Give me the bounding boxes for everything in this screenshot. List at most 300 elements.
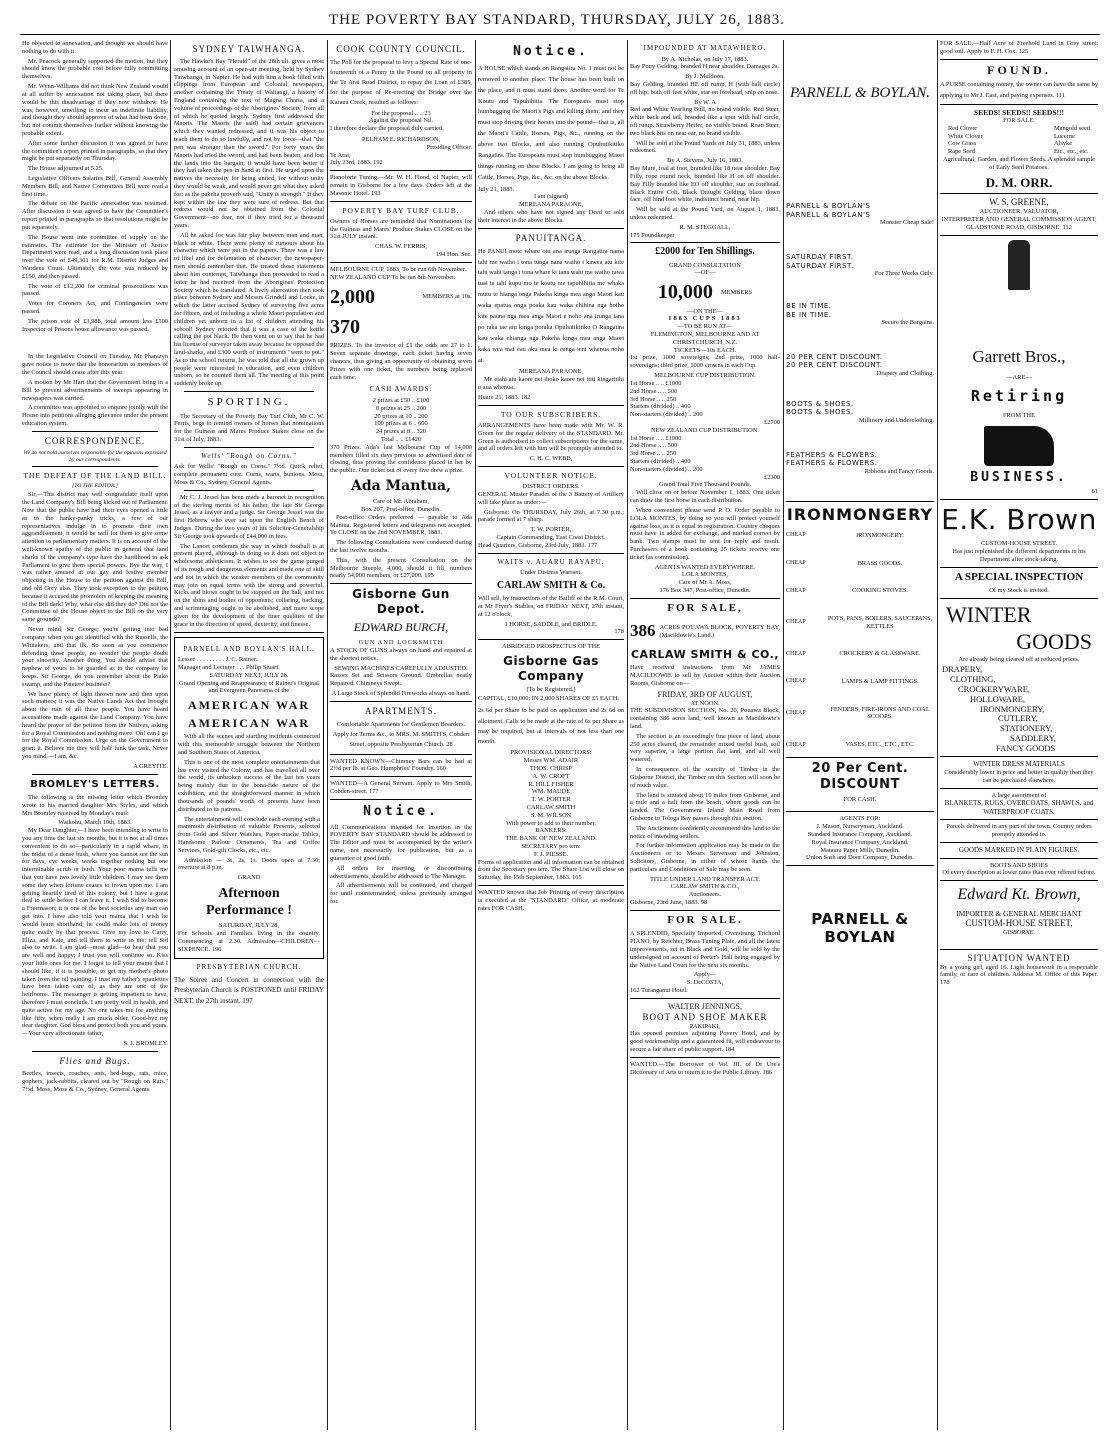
list-item: THOS. CHRISP (529, 764, 573, 772)
ad-signature: S. DeCOSTA, (686, 979, 724, 987)
ad-text: The entertainment will conclude each evening with a mammoth distribution of valuable Presents, selected from Gold and Silver Watches, Paper-mache Tables, Handsome Parlour Ornaments, Tea and Coffee Services, Gold-gilt Clocks, etc., etc. (178, 815, 320, 854)
article-paragraph: The House went into committee of supply on the estimates. The estimate for the Minister of Justice Department were read, and a long discussion took place over the vote of £49,301 for R.M. District Judges and Wardens Court. Ultimately the vote was reduced by £150, and then passed. (22, 233, 168, 280)
ad-line: 20 PER CENT DISCOUNT. (786, 361, 883, 370)
table-row: £2700 (764, 418, 780, 426)
ad-line: I am (signed) (533, 193, 569, 201)
table-row: Starters (divided) .. 400 (630, 458, 691, 466)
ad-display: AMERICAN WAR (187, 698, 311, 713)
ad-text: 370 Prizes. Ada's last Melbourne Cup of 14,000 members filled six days previous to advertised date of closing, thus proving the confidence placed in her by the public. One ticket out of every five drew a prize. (330, 443, 472, 475)
list-item: A. W. CROFT (532, 772, 570, 780)
ad-line: For Three Weeks Only. (874, 270, 934, 278)
ad-text: Owners of Horses are reminded that Nominations for the Guineas and Mares' Produce Stakes CLOSE on the 31st JULY instant. (330, 217, 472, 241)
letter-paragraph: The following is the missing letter which Bromley wrote to his married daughter Mrs Styles, and which Mrs Bromley received by Monday's mail: (22, 793, 168, 817)
ad-display: 386 (630, 621, 656, 641)
ad-signature: MEREANA PARAONE, (518, 368, 584, 376)
ad-display: BUSINESS. (970, 469, 1068, 485)
ad-display: Gisborne Gun Depot. (352, 587, 450, 616)
ad-title: COOK COUNTY COUNCIL. (336, 44, 466, 54)
column-6 (786, 40, 934, 1430)
letter-paragraph: My Dear Daughter,—I have been intending to write to you any time the last six months, but it is not at all times convenient to do so—particularly in a rapid whare, in the midst of a dense bush, where you cannot see the sun for days, eye weeks, weeks together nothing but one interminable scrub or bush. Your poor mama tells me that you have two lovely little children. I may see them some day when fortune ceases to frown upon me. I am getting heartily tired of this colony, but I have a great deal to settle before I can leave it. I wish Sid to become a Freemason; it is one of the best societies any man can get into. I have also told your mama that I wish he would learn shorthand; he could make lots of money quite easily by that process. Give my love to Carry, Eliza, and Kate, and tell them to write to me; tell Sid also to write. I am glad—most glad—to hear that you are well and happy; I trust you will continue so. Kiss your little ones for me. I forgot to tell your mama that I should like, if it is possible, to get my mother's photo taken from the oil painting. I trust my father's epaulettes have been taken care of, as they are one of the heirlooms. The messenger is getting impatient to have, therefore I must conclude. I am pretty well in health, and quite active for my age. No one takes me for anything like fifty, when really I am much older. Good-bye my dear daughter. God bless and protect both you and yours.—Your very affectionate father, (22, 827, 168, 1038)
ad-line: CHEAP (786, 587, 806, 594)
list-item-label: POTS, PANS, BOILERS, SAUCEPANS, KETTLES (827, 615, 933, 630)
ad-line: CUSTOM-HOUSE STREET, (965, 917, 1073, 928)
article-paragraph: The debate on the Pacific annexation was resumed. After discussion it was agreed to have the Committee's report printed in paragraphs so that resolutions might be put separately. (22, 200, 168, 231)
list-item: Messrs WM. ADAIR (523, 757, 579, 765)
ad-text: ARRANGEMENTS have been made with Mr. W. R. Green for the regular delivery of the STANDARD. Mr. Green is authorised to collect subscriptions for the same, and all orders left with him will be promptly attended to. (478, 421, 624, 453)
ad-text: Will close on or before November 1, 1883. One ticket can draw the first horse in each distribution. (630, 489, 780, 505)
article-title: THE DEFEAT OF THE LAND BILL. (23, 471, 167, 481)
ad-line: —ARE— (1006, 373, 1032, 381)
ad-line: FOR SALE: (1003, 116, 1035, 124)
ad-line: BE IN TIME. (786, 310, 832, 319)
article-paragraph: The Lancet condemns the way in which football is at present played, although in doing so it does not object to wholesome athleticism. It wishes to see the game purged of its rough and dangerous elements and made one of skill and not in which the weaker members of the community may join on equal terms with the strong and powerful. Kicks and blows ought to be stopped on the ball, and not on the shins and bodies of opponents; collaring, backing, and scrimmaging ought to be abolished, and more scope given for the development of the finer qualities of the grace in the direction of speed, dexterity, and finesse. (174, 542, 324, 628)
ad-display: D. M. ORR. (985, 174, 1053, 190)
ad-line: Secure the Bargains. (881, 319, 934, 327)
ad-parnell-hall (174, 637, 324, 960)
ad-line: MEMBERS (720, 288, 753, 296)
ad-line: A large assortment of (991, 791, 1047, 799)
list-item (786, 560, 934, 568)
ad-text: By a young girl, aged 16. Light housework in a respectable family, or care of children. Address M. Office of this Paper. 178 (940, 963, 1098, 987)
list-item: Etc., etc., etc. (1053, 148, 1089, 156)
ad-line: MEMBERS at 10s. (422, 292, 472, 300)
ad-display: CARLAW SMITH & Co. (496, 579, 606, 591)
list-item: WM. MAUDE (531, 788, 571, 796)
ad-text: Grand Opening and Reappearance of Rainer's Original and Evergreen Panorama of the (179, 679, 319, 695)
table-row: £2300 (764, 473, 780, 481)
ad-text: WANTED KNOWN—Chimney Bars can be had at 2½d per lb. at Geo. Humphries' Foundry. 160 (330, 757, 472, 773)
ad-line: CHEAP (786, 560, 806, 567)
ad-text: He PANUI mote whare otu ana irunga Rangatira nama tahi me waiho i tona tunga nana waiho i kawea atu kite tahi wahi tanga i tona whare ki tana wahi me waiho rawa tuai te tahi kupu mo te koutu me tapuhihitia me whaka mutu te hianga onga Pakeha kinga mea anga Maori kau waka epatua onga poaka kau waka ehihina nga hoiho kite pauna nga mea anga Maori e noho ana irunga iana po raka tae atu kinga poraka Opuhutikitiko O Rangatira kau waka ehianga nga Pakeha kinga mea anga Maori kaka wea mai eau aku mea ki runga ieni whenua noho ai. (478, 247, 624, 364)
ad-line: With power to add to their number. (506, 819, 596, 827)
list-item: CROCKERYWARE, (958, 683, 1031, 694)
ad-line: MELBOURNE CUP DISTRIBUTION. (654, 372, 756, 380)
list-item: SADDLERY, (1010, 732, 1056, 743)
ad-line: By W. A (694, 98, 716, 106)
ad-line: 178 (614, 628, 624, 636)
ad-line: 176 Box 347, Post-office, Dunedin. (659, 587, 751, 595)
ad-line: Captain Commanding, East Coast District. (496, 533, 606, 541)
ad-title: POVERTY BAY TURF CLUB. (342, 205, 460, 215)
ad-date: SATURDAY NEXT, JULY 28. (209, 671, 289, 679)
ad-display: Edward Kt. Brown, (957, 886, 1081, 904)
ad-signature: LOLA MONTES, (681, 571, 729, 579)
ad-line: Auctioneers. (688, 891, 722, 899)
ad-text: Me etahi atu kaore nei ihoko kaore nei ititi kingaritihi o aua whenua. (478, 376, 624, 392)
disclaimer: We do not hold ourselves responsible for the opinions expressed by our correspondents. (23, 449, 167, 463)
ad-display: BOOT AND SHOE MAKER (642, 1011, 768, 1022)
notice-heading: Notice. (513, 44, 589, 59)
list-item-label: FENDERS, FIRE-IRONS AND COAL SCOOPS. (830, 705, 930, 721)
ad-line: Box 207, Post-office, Dunedin. (361, 505, 441, 513)
ad-text: All advertisements will be continued, and charged for until countermanded, unless previously arranged for. (330, 882, 472, 905)
ad-text: The section is an exceedingly fine piece of land, about 250 acres cleared, the remainder mixed useful bush, soil very superior, a large portion flat land, and all well watered. (630, 732, 780, 764)
ad-display: FOR SALE, (667, 601, 743, 614)
ad-line: TICKETS—10s EACH. (673, 346, 737, 354)
ad-text: Of every description at lower rates than ever offered before. (942, 869, 1096, 877)
ad-text: 2s 6d per Share to be paid on application and 2s 6d on allotment. Calls to be made at the rate of 6s per Share as may be required, but at intervals of not less than one month. (478, 707, 624, 746)
ad-line: July 21, 1883. (478, 185, 515, 193)
ad-text: WANTED—A General Servant. Apply to Mrs Smith, Cobden-street. 177 (330, 780, 472, 795)
letter-paragraph: Sir,—This district may well congratulate itself upon the Land Company's Bill being kicked out of Parliament. Now that the public have had their eyes opened a little as to the hanky-panky tricks, a few of our representatives indulge in to promote their own aggrandisement, it would be well for them to give some attention to parliamentary matters. It is on account of the well-known apathy of the public in general that land sharks of the company's type have the hardihood to ask Parliament to give them special powers. Bye the way, I was rather amused at our gay and festive member objecting in the House to the petition against the Bill, and old Grey also. They took exception to the petition because it accused the promoters of keeping the meaning of the Bill dark! Why, what else did they do? Did not the Committee of the House object to the Bill on the very same grounds? (22, 491, 168, 624)
table-row: 3rd Horse .. .. 250 (630, 450, 677, 458)
list-item: CARLAW SMITH (526, 803, 576, 811)
ad-line: BE IN TIME. (786, 302, 832, 311)
table-row: 20 prizes at 10 .. 200 (374, 412, 428, 420)
table-row: 2nd Horse .. .. 500 (630, 442, 678, 450)
column-rule (327, 40, 328, 1430)
article-title: BROMLEY'S LETTERS. (30, 778, 160, 790)
list-item-label: BRASS GOODS. (857, 559, 903, 567)
table-row: 3rd Horse .. .. 250 (630, 395, 677, 403)
list-item (786, 678, 934, 686)
masthead-rule (20, 34, 1100, 35)
ad-text: A HOUSE which stands on Rangatira No. 1 must not be removed to another place. The house has been built on the place, and it must stand there. Another word for Te Koutu and Tapuhihitia. The Europeans must stop humbugging the Maori's Pigs and killing them; and they must stop driving their horses into the pound—that is, all the Maori's Cattle, Horses, Pigs, &c., running on the above two Blocks, and also running Opuhutikitiko Rangatira. The Europeans must stop humbugging Maori things running on these Blocks. I am going to bring all Cattle, Horses, Pigs, &c., &c. on the above Blocks. (478, 64, 624, 181)
ad-line: NEW ZEALAND CUP To be run 8th November. (330, 273, 456, 281)
ad-line: FROM THE (1002, 411, 1036, 419)
column-rule (627, 40, 628, 1430)
ad-line: CHEAP (786, 650, 806, 657)
ad-text: Have received instructions from Mr JAMES MACILDOWIE to sell by Auction within their Auction Rooms, Gisborne on— (630, 664, 780, 688)
ad-line: AGENTS WANTED EVERYWHERE. (654, 563, 756, 571)
ad-line: CHEAP (786, 678, 806, 685)
ad-text: CAPITAL, £10,000; IN 2,000 SHARES OF £5 EACH. (478, 695, 619, 703)
ad-text: Has opened premises adjoining Povery Hotel, and by good workmanship and a guaranteed fit, will endeavour to secure a fair share of public support. 184 (630, 1030, 780, 1053)
article-paragraph: Mr. Peacock generally supported the motion, but they should know the probable cost before fully committing themselves. (22, 57, 168, 81)
ad-line: WINTER DRESS MATERIALS (973, 760, 1065, 769)
ad-text: A PURSE containing money, the owner can have the same by applying to Mr J. East, and paying expenses. 111 (940, 81, 1098, 99)
list-item: CUTLERY, (998, 713, 1038, 724)
ad-display: Afternoon Performance ! (206, 886, 292, 919)
ad-line: FLEMINGTON, MELBOURNE AND AT CHRISTCHURCH, N.Z. (650, 331, 760, 346)
ad-line: Monster Cheap Sale! (880, 219, 934, 227)
ad-text: For Schools and Families living in the country. Commencing at 2.30. Admission—CHILDREN—SIXPENCE. 196 (178, 929, 320, 953)
ad-line: Gisborne, 23rd June, 1883. 98 (630, 899, 708, 907)
ad-line: CHEAP (786, 619, 806, 626)
ad-title: Wells' "Rough on Corns." (201, 451, 297, 460)
ad-line: BANKERS: (535, 827, 567, 835)
ad-text: Razors Set and Scissors Ground. Umbrellas neatly Repaired. Chimneys Swept. (330, 672, 472, 688)
ad-display: IRONMONGERY (786, 504, 934, 524)
table-row: 24 prizes at 8 .. 320 (375, 428, 427, 436)
ad-line: —OF— (694, 269, 716, 277)
ad-line: Under Distress Warrant. (520, 569, 582, 577)
article-paragraph: After some further discussion it was agreed to have the committee's report printed in paragraphs, so that they might be put separately on Thursday. (22, 139, 168, 163)
column-3 (330, 40, 472, 1430)
ad-text: In consequence of the scarcity of Timber in the Gisborne District, the Timber on this Section will soon be of much value. (630, 766, 780, 789)
table-row: 100 prizes at 6 .. 600 (374, 420, 428, 428)
list-item: Mangold seed (1053, 124, 1090, 132)
ad-text: All orders for inserting, or discontinuing advertisements, should be addressed to The Manager. (330, 864, 472, 880)
article-paragraph: Mr. Wynn-Williams did not think New Zealand would at all suffer by annexation not taking place, but there would be this disadvantage if they now withdrew. He was, however, unwilling to incur an indefinite liability, and thought they should approve of what had been done, but not commit themselves further without knowing the probable extent. (22, 83, 168, 137)
column-rule (170, 40, 171, 1430)
ad-display: FOUND. (987, 62, 1051, 77)
ad-text: The Auctioneers confidently recommend this land to the notice of intending settlers. (630, 824, 780, 840)
ad-line: THE BANK OF NEW ZEALAND. (505, 835, 597, 843)
list-item (786, 650, 934, 658)
letter-signature: S. J. BROMLEY. (123, 1040, 168, 1048)
ad-line: Care of Mr A. Moss, (678, 579, 732, 587)
article-paragraph: Legislative Officers Salaries Bill, General Assembly Members Bill, and Native Committees Bill were read a first time. (22, 175, 168, 198)
ad-line: CHEAP (786, 532, 806, 539)
ad-line: Millinery and Underclothing. (858, 416, 934, 424)
ad-text: Pianoforte Tuning.—Mr. W. H. Flood, of Napier, will remain in Gisborne for a few days. Orders left at the Masonic Hotel. 193 (330, 174, 472, 197)
article-paragraph: All he asked for was fair play between man and man, black or white. There were plenty of rumours about his character which were put in the papers. There was a law of libel and for defamation of character; the newspaper-men should remember that. He treated those statements about him contempt, Taiwhanga then proceeded to read a letter he had received from the Aborigines' Protection Society which he translated. A lively altercation then took place between Sydney and Messrs Grindell and Locke, in which the latter accused Sydney of surveying five acres for fifteen, and of including a whole Maori population and children yet unborn in a list of children attending his school! Sydney retorted that it was a case of the kettle calling the pot black. He then went on to say that he had his license of surveyor taken away because he opposed the land-sharks, and £300 worth of instruments "went to pot." As to the school returns, he was told that all the grown up people were interested in education, and even children unborn, so he counted them all. The meeting at this point suddenly broke up. (174, 231, 324, 388)
ad-display: A SPECIAL INSPECTION (954, 570, 1084, 583)
ad-line: 61 (1091, 488, 1098, 496)
ad-signature: MEREANA PARAONE, (518, 201, 584, 209)
ad-line: Lessee . . . . . . . . . J. C. Rainer. (178, 656, 258, 664)
list-item-label: LAMPS & LAMP FITTINGS. (841, 678, 919, 686)
list-item: Alsyke (1053, 140, 1073, 148)
ad-line: I therefore declare the proposal duly carried. (330, 125, 444, 133)
ad-line: By J. Muldoon. (685, 73, 725, 81)
ad-display: PARNELL & BOYLAN. (790, 85, 930, 101)
ad-line: PARNELL & BOYLAN'S (786, 202, 871, 211)
ad-line: DISTRICT ORDERS. (522, 483, 580, 491)
ad-title: VOLUNTEER NOTICE. (504, 470, 598, 480)
ad-text: Ask for Wells' "Rough on Corns." 7½d. Quick relief, complete permanent cure. Corns, warts, bunions. Moss, Moss & Co., Sydney, General Agents. (174, 463, 324, 486)
ad-signature: CHAS. W. FERRIS, (374, 243, 428, 251)
ad-display: Garrett Bros., (972, 346, 1066, 366)
list-item: Lucerne (1053, 132, 1075, 140)
list-item: Standard Insurance Company, Auckland. (807, 830, 913, 838)
ad-line: 175 Poundkeeper (630, 231, 675, 239)
ad-display: CARLAW SMITH & CO., (630, 648, 779, 661)
ad-line: PROVISIONAL DIRECTORS: (510, 749, 592, 757)
ad-text: PRIZES. To the investor of £1 the odds are 27 to 1. Seven separate drawings, each ticket having seven chances, thus giving an opportunity of obtaining seven Prizes with one ticket, the numbers being replaced each time. (330, 342, 472, 381)
letter-signature: A GREYITE. (133, 762, 168, 770)
ad-line: Huare 21, 1883. 182 (478, 393, 531, 401)
column-5 (630, 40, 780, 1430)
list-item: Union Sash and Door Company, Dunedin. (805, 854, 915, 862)
ad-line: IMPORTER & GENERAL MERCHANT (956, 908, 1082, 918)
ad-text: Admission — 3s, 2s, 1s. Doors open at 7.30; overture at 8 p.m. (178, 856, 320, 872)
ad-title: APARTMENTS. (365, 705, 437, 716)
ad-display: 10,000 (657, 281, 713, 304)
ad-line: BOOTS & SHOES. (786, 408, 854, 417)
ad-line: PARNELL & BOYLAN'S (786, 210, 871, 219)
ad-line: (To be Registered.) (526, 686, 576, 694)
ad-text: FOR SALE.—Half Acre of Freehold Land in Grey street; good soil. Apply to F. H. Cox. 125 (940, 40, 1098, 55)
ad-text: This is one of the most complete entertainments that has ever visited the Colony, and has travelled all over the world, its unbroken success of the last ten years being mainly due to the bona-fide nature of the exhibition, and the straightforward manner in which thousands of pounds' worth of presents have been distributed to its patrons. (178, 758, 320, 813)
ad-line: CUSTOM-HOUSE STREET. (980, 540, 1058, 548)
ad-line: Against the proposal Nil. (368, 117, 434, 125)
article-paragraph: A committee was appointed to enquire jointly with the House into petitions alleging grievance under the present education system. (22, 404, 168, 427)
ad-line: GRAND CONSULTATION (669, 261, 741, 269)
ad-line: NEW ZEALAND CUP DISTRIBUTION. (651, 426, 759, 434)
list-item: DRAPERY, (942, 664, 983, 675)
ad-display: E.K. Brown (941, 503, 1097, 537)
article-paragraph: Mr C. J. Jessel has been made a baronet in recognition of the sterling merits of his father, the late Sir George Jessel, as a lawyer and a judge. Sir George Jessel was the first Hebrew who ever sat upon the English Bench of Judges. During the two years of his Solicitor-Generalship Sir George took upwards of £44,000 in fees. (174, 493, 324, 540)
article-paragraph: In the Legislative Council on Tuesday, Mr Pharazyn gave notice to move that the honorarium to members of the Council should cease after this year. (22, 353, 168, 377)
ad-signature: CARLAW SMITH & CO., (670, 883, 740, 891)
column-4 (478, 40, 624, 1430)
ad-text: 1st prize, 1000 sovereigns; 2nd prize, 1000 half-sovereigns; third prize, 1000 crowns in each Cup. (630, 354, 780, 370)
ad-line: Manager and Lecturer . . . Philip Stuart. (178, 663, 280, 671)
list-item: Mataura Paper Mills, Dunedin. (820, 846, 900, 854)
list-item: J. Mason, Nurseryman, Auckland. (816, 823, 904, 831)
table-row: 1st Horse .. .. £1000 (630, 434, 682, 442)
ad-text: Bay Pony Gelding; branded H near shoulder. Damages 2s. (630, 63, 780, 71)
column-rule (937, 40, 938, 1430)
ad-line: 1883 CUPS 1883 (668, 315, 742, 323)
ad-line: PAKIPAKI, (689, 1022, 721, 1030)
ad-line: For the proposal .. .. 23 (371, 109, 431, 117)
ad-display: EDWARD BURCH, (353, 620, 449, 635)
ad-text: With all the scenes and startling incidents connected with this memorable struggle between the Northern and Southern States of America. (178, 733, 320, 756)
article-paragraph: The Secretary of the Poverty Bay Turf Club, Mr C. W. Ferris, begs to remind owners of horses that nominations for the Guineas and Mares Produce Stakes close on the 31st of July, 1883. (174, 412, 324, 443)
ad-line: INTERPRETER AND GENERAL COMMISSION AGENT, (941, 216, 1097, 224)
editor-note: [TO THE EDITOR.] (72, 483, 118, 490)
ad-display: FOR SALE. (667, 913, 743, 926)
column-rule (475, 40, 476, 1430)
ad-text: The land is situated about 10 miles from Gisborne, and a mile and a half from the beach, where goods can be landed. The Government Inland Main Road from Gisborne to Tologa Bay passes through this section. (630, 791, 780, 822)
ad-line: FOR CASH. (843, 795, 877, 803)
ad-text: Gisborne: On THURSDAY, July 26th, at 7.30 p.m.; parade formed at 7 sharp. (478, 508, 624, 524)
goods-list (940, 665, 1098, 753)
ad-line: BOOTS & SHOES. (786, 399, 854, 408)
ad-title: PRESBYTERIAN CHURCH. (196, 963, 302, 972)
article-paragraph: The Hawke's Bay "Herald" of the 28th ult. gives a most amusing account of an open-air meeting, held by Sydney Taiwhanga, in Napier. He had with him a book filled with clippings from European and Colonial newspapers, another containing the Treaty of Waitangi, a history of England containing the text of Magna Charta, and a volume of proceedings of the Aborigines' Society, from all of which he quoted largely. Sydney first addressed the Maoris. The Maoris (he said) had certain grievances which they wanted redressed, and it was his object to teach them to do so lawfully, and not by force—that "the pen was stronger than the sword." For forty years the Maoris had tried the sword, and had been beaten, and lost the lands into the bargain; it would have been better if they had taken the pen in hand at first. He urged upon the natives the necessity for being united, for without unity they would be weak, and would never get what they asked for; as the pakeha proverb said, "Unity is strength." If they kept within the law they were sure of redress. But that redress would not be obtained from the Colonial Government—no fear, not if they tried for a thousand years. (174, 57, 324, 230)
boot-icon (984, 426, 1054, 466)
article-paragraph: He objected to annexation, and thought we should have nothing to do with it. (22, 40, 168, 55)
list-item-label: CROCKERY & GLASSWARE. (839, 650, 921, 658)
ad-line: Presiding Officer. (426, 143, 472, 151)
ad-text: Agricultural, Garden, and Flower Seeds. A splendid sample of Early Seed Potatoes. (943, 155, 1095, 171)
ad-title: WALTER JENNINGS, (668, 1001, 742, 1011)
ad-text: Considerably lower in price and better in quality than they can be purchased elsewhere. (944, 768, 1094, 784)
ad-line: Ribbons and Fancy Goods. (864, 467, 934, 475)
ad-line: CHEAP (786, 709, 806, 716)
ad-text: WANTED known that Job Printing of every description is executed at the "STANDARD" Office, at moderate rates FOR CASH. (478, 889, 624, 912)
ad-text: For further information application may be made to the Auctioneers or to Messrs Stevenson and Johnston, Solicitors, Gisborne, in either of whose hands the particulars and Conditions of Sale may be seen. (630, 842, 780, 873)
ad-title: TO OUR SUBSCRIBERS. (500, 409, 602, 419)
ad-line: By A. Nicholas, on July 17, 1883. (661, 55, 749, 63)
ad-line: 194 Hon. Sec. (435, 251, 472, 259)
ad-line: GISBORNE. (1002, 928, 1036, 936)
article-paragraph: The House adjourned at 5.25. (28, 165, 104, 173)
ad-text: Are already being cleared off at reduced prices. (958, 655, 1080, 663)
column-1 (22, 40, 168, 1430)
article-title: SYDNEY TAIWHANGA. (192, 44, 306, 54)
ad-text: Red and White Yearling Bull, no brand visible. Red Steer, white back and tail, branded like a spur with half circle, off rump. Strawberry Heifer, no visible brand. Roan Steer, two black bits on near ear, no brand visible. (630, 106, 780, 137)
ad-text: This, with the present Consultation on the Melbourne Steeple, 4,000, should it fill, numbers nearly 54,000 members, or £27,000. 195 (330, 556, 472, 580)
ad-line: Te Arai, (330, 151, 351, 159)
ad-line: AUCTIONEER, VALUATOR, (979, 208, 1059, 216)
list-item: CLOTHING, (950, 674, 996, 685)
ad-text: A STOCK OF GUNS always on hand and repaired at the shortest notice. (330, 646, 472, 662)
ad-line: SATURDAY FIRST. (786, 261, 854, 270)
ad-display: 20 Per Cent. DISCOUNT (811, 760, 909, 792)
ad-text: GENERAL Muster Parades of the 3 Battery of Artillery will take place as under:— (478, 490, 624, 506)
ad-display: GOODS (1016, 628, 1092, 654)
list-item: S. M. WILSON (530, 811, 572, 819)
ad-line: By A. Stevens, July 16, 1883. (667, 157, 743, 165)
ad-title: W. S. GREENE, (989, 197, 1049, 208)
ad-line: ACRES POUAWA BLOCK, POVERTY BAY, (Macildowie's Land.) (659, 623, 780, 639)
pointing-hand-icon (1008, 240, 1030, 290)
ad-display: Ada Mantua, (351, 478, 451, 495)
ad-line: GOODS MARKED IN PLAIN FIGURES. (958, 846, 1080, 854)
ad-line: FEATHERS & FLOWERS. (786, 450, 878, 459)
section-heading: CORRESPONDENCE. (44, 435, 146, 446)
letter-paragraph: Never mind, Sir George; you're getting into bad company when you get identified with the Russells, the Whitakers, and that ilk. So soon as you commence defending those people, no wonder the people doubt your sincerity. Another thing. You should advise that nephew of yours to be guarded as to the company he keeps. Sir George, do you remember about the Piako swamp, and the Patetere business? (22, 626, 168, 688)
ad-text: Bay Mare, foal at foot, branded like 18 near shoulder. Bay Filly, rope round neck, branded like H on off shoulder. Bay Filly branded like EO off shoulder, star on forehead. Black Entire Colt. Black Draught Gelding, blaze down face, off hind foot white, indistinct brand, near hip. (630, 165, 780, 204)
table-row: 8 prizes at 25 .. 200 (375, 404, 427, 412)
ad-text: When convenient please send P. O. Order payable to LOLA MONTES, by doing so you will protect yourself against loss, as it is equal to registration. Country cheques must have 1s added for exchange, and marked correct by bank. Two stamps must be sent for reply and result. Purchasers of a book containing 25 tickets receive one ticket (as commission). (630, 506, 780, 561)
column-rule (783, 40, 784, 1430)
article-paragraph: Votes for Coroners Act, and Contingencies were passed. (22, 300, 168, 315)
ad-signature: R. M. STEGGALL, (679, 223, 731, 231)
ad-text: The following Consultations were conducted during the last twelve months. (330, 539, 472, 554)
list-item (786, 741, 934, 749)
ad-title: Flies and Bugs. (59, 1055, 131, 1066)
ad-line: BLANKETS, RUGS, OVERCOATS, SHAWLS, and WATERPROOF COATS. (944, 799, 1094, 816)
list-item: Red Clover (948, 124, 978, 132)
ad-line: TITLE UNDER LAND TRANSFER ACT. (650, 875, 760, 883)
list-item: Cow Grass (948, 140, 977, 148)
ad-text: WANTED.—The Borrower of Vol. III. of Dr Ure's Dictionary of Arts to return it to the Public Library. 186 (630, 1060, 780, 1076)
list-item (786, 706, 934, 721)
article-paragraph: The prison vote of £3,988, total amount less £100 Inspector of Prisons house allowance was passed. (22, 317, 168, 333)
list-item: Rape Seed (948, 148, 976, 156)
ad-line: ABRIDGED PROSPECTUS OF THE (501, 643, 601, 651)
ad-title: SEEDS! SEEDS!! SEEDS!!! (973, 107, 1065, 117)
ad-line: July 23rd, 1883. 192 (330, 159, 383, 167)
list-item: IRONMONGERY, (980, 703, 1045, 714)
ad-line: Grand Total Five Thousand Pounds. (658, 481, 752, 489)
ad-text: All Communications intended for insertion in the POVERTY BAY STANDARD should be addressed to The Editor and must be accompanied by the writer's name, not necessarily for publication, but as a guarantee of good faith. (330, 823, 472, 862)
ad-display: 2,000 (330, 285, 375, 308)
ad-text: THE SUBDIVISION SECTION, No. 20, Pouawa Block, containing 386 acres land, well known as Macildowie's land. (630, 707, 780, 731)
ad-display: £2000 for Ten Shillings. (655, 246, 755, 258)
ad-signature: C. H. C. WEBB, (529, 455, 573, 463)
ad-text: Forms of application and all information can be obtained from the Secretary pro tem. The Share List will close on Saturday, the 15th September, 1883. 165 (478, 858, 624, 882)
ad-line: Apply— (693, 971, 717, 979)
column-7 (940, 40, 1098, 1430)
table-row: Non-starters (divided) .. 200 (630, 465, 703, 473)
masthead: THE POVERTY BAY STANDARD, THURSDAY, JULY 26, 1883. (328, 12, 786, 28)
ad-line: AGENTS FOR: (839, 815, 881, 823)
table-row: Total .. .. £1420 (380, 435, 422, 443)
table-row: Non-starters (divided) .. 200 (630, 411, 703, 419)
ad-line: Head Quarters, Gisborne, 23rd July, 1883. 177 (478, 541, 598, 549)
ad-line: 1 HORSE, SADDLE, and BRIDLE. (504, 620, 598, 628)
ad-text: Post-office Orders preferred — payable to Ada Mantua. Registered letters and telegrams not accepted. To CLOSE on the 2nd NOVEMBER, 1883. (330, 513, 472, 537)
ad-line: MELBOURNE CUP, 1883, To be run 6th November. (330, 265, 467, 273)
ad-line: SECRETARY pro tem: (521, 843, 581, 851)
list-item (786, 532, 934, 540)
ad-line: GRAND (237, 874, 261, 882)
ad-title: IMPOUNDED AT MATAWHERO. (643, 44, 767, 52)
ad-line: FEATHERS & FLOWERS. (786, 459, 878, 468)
ad-title: PARNELL AND BOYLAN'S HALL. (183, 644, 315, 653)
ad-line: SATURDAY FIRST. (786, 253, 854, 262)
ad-text: Bay Gelding, branded HE off rump, H (with half circle) off hip; both off feet white, star on forehead, snip on nose. (630, 80, 780, 96)
ad-text: The Soiree and Concert in connection with the Presbyterian Church is POSTPONED until FRIDAY NEXT, the 27th instant. 197 (174, 975, 324, 1005)
ad-text: Will sell, by instructions of the Bailiff of the R.M. Court, at Mr Fryer's Stables, on FRIDAY NEXT, 27th instant, at 12 o'clock, (478, 595, 624, 618)
ad-text: Comfortable Apartments for Gentlemen Boarders. Apply for Terms &c., to MRS. M. SMITH'S, Cobden Street, opposite Presbyterian Church. 28 (332, 720, 470, 749)
ad-line: FRIDAY, 3RD OF AUGUST, (657, 689, 753, 699)
ad-text: A SPLENDID, Specially Imported, Overstrung, Trichord PIANO, by Reichter, Brass Tuning Plate, and all the latest improvements, set in Black and Gold, will be sold by the undersigned on account of Porter's Hall being engaged by the Native Land Court for the next six months. (630, 930, 780, 969)
list-item-label: COOKING STOVES. (852, 587, 908, 595)
ad-text: And others who have not signed any Deed or sold their interest in the above Blocks. (478, 209, 624, 224)
ad-text: A Large Stock of Splendid Fireworks always on hand. (331, 689, 471, 697)
table-row: 1st Horse .. .. £1000 (630, 379, 682, 387)
ad-line: Drapery and Clothing. (876, 369, 934, 377)
ad-display: PARNELL & BOYLAN (811, 910, 909, 947)
